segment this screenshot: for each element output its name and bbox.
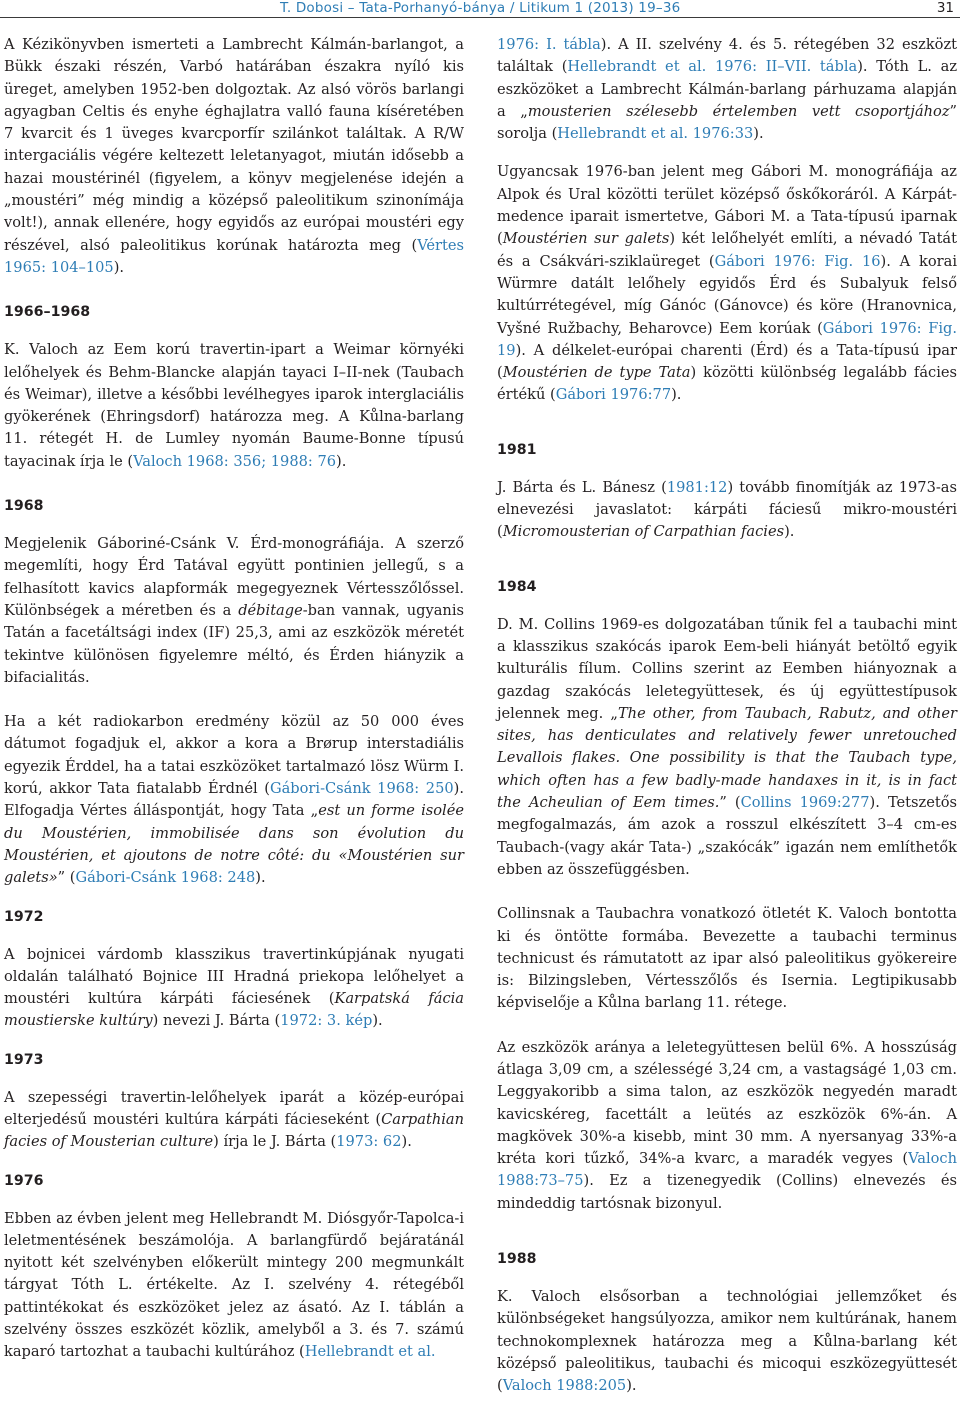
paragraph: 1976: I. tábla). A II. szelvény 4. és 5. rétegében 32 eszközt találtak (Hellebrandt et al. 1976: II–VII. tábla). Tóth L. az eszközöket a Lambrecht Kálmán-barlang párhuzama alapján a „mousterien szélesebb értelemben vett csoportjához” sorolja (Hellebrandt et al. 1976:33). (497, 36, 958, 143)
paragraph: Collinsnak a Taubachra vonatkozó ötletét K. Valoch bontotta ki és öntötte formába. Bevezette a taubachi terminus technicust és rámutatott az ipar alsó paleolitikus gyökereire is: Bilzingsleben, Vértesszőlős és Isernia. Legtipikusabb képviselője a Kůlna barlang 11. rétege. (497, 905, 957, 1012)
citation-link[interactable]: Collins 1969:277 (740, 794, 870, 812)
paragraph: Ha a két radiokarbon eredmény közül az 50 000 éves dátumot fogadjuk el, akkor a kora a Brørup interstadiális egyezik Érddel, ha a tatai eszközöket tartalmazó lösz Würm I. korú, akkor Tata fiatalabb Érdnél (Gábori-Csánk 1968: 250). Elfogadja Vértes álláspontját, hogy Tata „est un forme isolée du Moustérien, immobilisée dans son évolution du Moustérien, et ajoutons de notre côté: du «Moustérien sur galets»” (Gábori-Csánk 1968: 248). (4, 713, 464, 887)
running-header (0, 0, 960, 24)
paragraph: Ugyancsak 1976-ban jelent meg Gábori M. monográfiája az Alpok és Ural közötti terület középső őskőkoráról. A Kárpát-medence iparait ismertetve, Gábori M. a Tata-típusú iparnak (Moustérien sur galets) két lelőhelyét említi, a névadó Tatát és a Csákvári-sziklaüreget (Gábori 1976: Fig. 16). A korai Würmre datált lelőhely egyidős Érd és Subalyuk felső kultúrrétegével, míg Gánóc (Gánovce) és köre (Hranovnica, Vyšné Ružbachy, Beharovce) Eem korúak (Gábori 1976: Fig. 19). A délkelet-európai charenti (Érd) és a Tata-típusú ipar (Moustérien de type Tata) közötti különbség legalább fácies értékű (Gábori 1976:77). (497, 163, 957, 404)
header-rule (0, 17, 960, 18)
paragraph: K. Valoch az Eem korú travertin-ipart a Weimar környéki lelőhelyek és Behm-Blancke alapján tayaci I–II-nek (Taubach és Weimar), illetve a későbbi levélhegyes iparok interglaciális gyökerének (Ehringsdorf) határozza meg. A Kůlna-barlang 11. rétegét H. de Lumley nyomán Baume-Bonne típusú tayacinak írja le (Valoch 1968: 356; 1988: 76). (4, 341, 464, 470)
paragraph: Ebben az évben jelent meg Hellebrandt M. Diósgyőr-Tapolca-i leletmentésének beszámolója. A barlangfürdő bejáratánál nyitott két szelvényben előkerült mintegy 200 megmunkált tárgyat Tóth L. értékelte. Az I. szelvény 4. rétegéből pattintékokat és eszközöket jelez az ásató. Az I. táblán a szelvény összes eszközét közlik, amelyből a 3. és 7. számú kaparó tartozhat a taubachi kultúrához (Hellebrandt et al. (4, 1209, 464, 1361)
section-heading-1976: 1976 (4, 1172, 44, 1189)
paragraph: A Kézikönyvben ismerteti a Lambrecht Kálmán-barlangot, a Bükk északi részén, Varbó határában északra nyíló kis üreget, amelyben 1952-ben dolgoztak. Az alsó vörös barlangi agyagban Celtis és enyhe éghajlatra valló fauna kíséretében 7 kvarcit és 1 üveges kvarcporfír szilánkot találtak. A R/W intergaciális végére keltezett leletanyagot, miután idősebb a hazai moustérinél (figyelem, a könyv megjelenése idején a „moustéri” még mindig a középső paleolitikum szinonímája volt!), annak ellenére, hogy egyidős az európai moustéri egy részével, alsó paleolitikus korúnak határozta meg (Vértes 1965: 104–105). (4, 36, 464, 276)
citation-link[interactable]: Valoch 1988:205 (502, 1377, 627, 1395)
citation-link[interactable]: Gábori-Csánk 1968: 248 (75, 869, 256, 887)
citation-link[interactable]: Hellebrandt et al. 1976:33 (557, 125, 754, 143)
paragraph: A bojnicei várdomb klasszikus travertinkúpjának nyugati oldalán található Bojnice III Hradná priekopa lelőhelyet a moustéri kultúra kárpáti fáciesének (Karpatská fácia moustierske kultúry) nevezi J. Bárta (1972: 3. kép). (4, 945, 464, 1030)
section-heading-1973: 1973 (4, 1051, 44, 1068)
paragraph: Megjelenik Gáboriné-Csánk V. Érd-monográfiája. A szerző megemlíti, hogy Érd Tatával együtt pontinien jellegű, s a felhasított kavics alapformák megegyeznek Vértesszőlőssel. Különbségek a méretben és a débitage-ban vannak, ugyanis Tatán a facetáltsági index (IF) 25,3, ami az eszközök méretét tekintve különösen figyelemre méltó, és Érden hiányzik a bifacialitás. (4, 535, 464, 686)
section-heading-1981: 1981 (497, 441, 537, 458)
paragraph: J. Bárta és L. Bánesz (1981:12) tovább finomítják az 1973-as elnevezési javaslatot: kárpáti fáciesű mikro-moustéri (Micromousterian of Carpathian facies). (497, 478, 957, 541)
paragraph: D. M. Collins 1969-es dolgozatában tűnik fel a taubachi mint a klasszikus szakócás iparok Eem-beli hiányát betöltő egyik kulturális fílum. Collins szerint az Eemben hiányoznak a gazdag szakócás leletegyüttesek, és új együttestípusok jelennek meg. „The other, from Taubach, Rabutz, and other sites, has denticulates and relatively fewer unretouched Levallois flakes. One possibility is that the Taubach type, which often has a few badly-made handaxes in it, is in fact the Acheulian of Eem times.” (Collins 1969:277). Tetszetős megfogalmazás, ám azok a rosszul elkészített 3–4 cm-es Taubach-(vagy akár Tata-) „szakócák” igazán nem említhetők ebben az összefüggésben. (497, 615, 957, 878)
citation-link[interactable]: 1981:12 (666, 478, 728, 496)
citation-link[interactable]: Vértes 1965: 104–105 (4, 236, 464, 276)
section-heading-1972: 1972 (4, 908, 44, 925)
section-heading-1968: 1968 (4, 498, 44, 515)
paragraph: Az eszközök aránya a leletegyüttesen belül 6%. A hosszúság átlaga 3,09 cm, a szélességé 3,24 cm, a vastagságé 1,03 cm. Leggyakoribb a sima talon, az eszközök negyedén maradt kavicskéreg, facettált a leütés az eszközök 6%-án. A magkövek 30%-a kisebb, mint 30 mm. A nyersanyag 33%-a kréta kori tűzkő, 34%-a kvarc, a maradék vegyes (Valoch 1988:73–75). Ez a tizenegyedik (Collins) elnevezés és mindeddig tartósnak bizonyul. (497, 1038, 957, 1212)
running-title: T. Dobosi – Tata-Porhanyó-bánya / Litikum 1 (2013) 19–36 (280, 0, 681, 16)
paragraph: K. Valoch elsősorban a technológiai jellemzőket és különbségeket hangsúlyozza, amikor nem kultúrának, hanem technokomplexnek határozza meg a Kůlna-barlang két középső paleolitikus, taubachi és micoqui eszközegyüttesét (Valoch 1988:205). (497, 1288, 957, 1395)
right-column (497, 34, 957, 1398)
left-column (4, 34, 464, 1364)
citation-link[interactable]: Valoch 1988:73–75 (497, 1150, 957, 1190)
citation-link[interactable]: 1976: I. tábla (497, 36, 601, 53)
section-heading-1966: 1966–1968 (4, 304, 91, 321)
citation-link[interactable]: Hellebrandt et al. 1976: II–VII. tábla (567, 58, 858, 76)
page-number: 31 (936, 0, 954, 16)
citation-link[interactable]: 1973: 62 (336, 1133, 402, 1151)
citation-link[interactable]: Gábori 1976: Fig. 19 (497, 319, 957, 359)
section-heading-1984: 1984 (497, 578, 537, 595)
citation-link[interactable]: Gábori-Csánk 1968: 250 (269, 780, 454, 798)
citation-link[interactable]: 1972: 3. kép (280, 1012, 373, 1030)
section-heading-1988: 1988 (497, 1251, 537, 1268)
citation-link[interactable]: Valoch 1968: 356; 1988: 76 (133, 452, 337, 470)
citation-link[interactable]: Gábori 1976: Fig. 16 (714, 252, 881, 270)
paragraph: A szepességi travertin-lelőhelyek iparát a közép-európai elterjedésű moustéri kultúra kárpáti fácieseként (Carpathian facies of Mousterian culture) írja le J. Bárta (1973: 62). (4, 1088, 464, 1151)
citation-link[interactable]: Gábori 1976:77 (555, 386, 672, 404)
citation-link[interactable]: Hellebrandt et al. (304, 1343, 436, 1361)
